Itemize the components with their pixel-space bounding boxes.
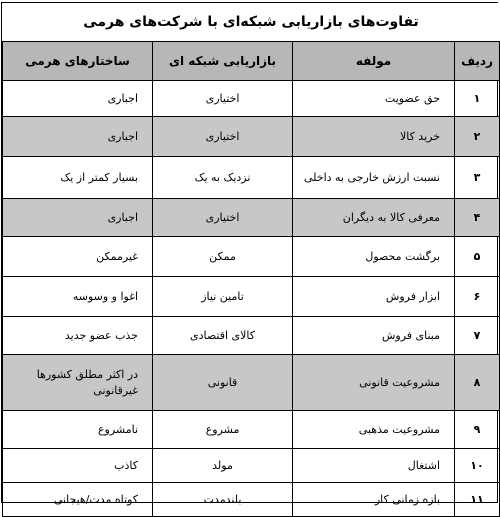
row-num: ۸ xyxy=(455,355,500,411)
row-network: اختیاری xyxy=(153,117,293,157)
table-row xyxy=(3,411,500,449)
row-network: نزدیک به یک xyxy=(153,157,293,199)
comparison-table-frame xyxy=(1,2,498,506)
row-num: ۳ xyxy=(455,157,500,199)
row-num: ۹ xyxy=(455,411,500,449)
row-num: ۱۱ xyxy=(455,483,500,517)
row-num: ۵ xyxy=(455,237,500,277)
row-network: بلندمدت xyxy=(153,483,293,517)
row-component: بازه زمانی کار xyxy=(293,483,455,517)
row-component: معرفی کالا به دیگران xyxy=(293,199,455,237)
table-title: تفاوت‌های بازاریابی شبکه‌ای با شرکت‌های هرمی xyxy=(3,3,500,42)
row-network: اختیاری xyxy=(153,81,293,117)
header-num: ردیف xyxy=(455,42,500,81)
table-row xyxy=(3,199,500,237)
row-network: مشروع xyxy=(153,411,293,449)
row-network: تامین نیاز xyxy=(153,277,293,317)
row-component: برگشت محصول xyxy=(293,237,455,277)
row-num: ۶ xyxy=(455,277,500,317)
table-title-row xyxy=(3,3,500,42)
row-pyramid: نامشروع xyxy=(3,411,153,449)
row-num: ۱ xyxy=(455,81,500,117)
table-row xyxy=(3,117,500,157)
row-component: مشروعیت مذهبی xyxy=(293,411,455,449)
table-row xyxy=(3,277,500,317)
header-pyramid: ساختارهای هرمی xyxy=(3,42,153,81)
row-component: مبنای فروش xyxy=(293,317,455,355)
table-row xyxy=(3,355,500,411)
table-row xyxy=(3,483,500,517)
row-component: حق عضویت xyxy=(293,81,455,117)
row-component: اشتغال xyxy=(293,449,455,483)
row-num: ۷ xyxy=(455,317,500,355)
row-network: مولد xyxy=(153,449,293,483)
row-pyramid: کاذب xyxy=(3,449,153,483)
row-component: ابزار فروش xyxy=(293,277,455,317)
table-row xyxy=(3,81,500,117)
row-component: مشروعیت قانونی xyxy=(293,355,455,411)
row-num: ۲ xyxy=(455,117,500,157)
row-network: کالای اقتصادی xyxy=(153,317,293,355)
row-num: ۴ xyxy=(455,199,500,237)
row-pyramid: اجباری xyxy=(3,117,153,157)
row-num: ۱۰ xyxy=(455,449,500,483)
row-pyramid: اغوا و وسوسه xyxy=(3,277,153,317)
comparison-table xyxy=(2,3,500,517)
header-component: مولفه xyxy=(293,42,455,81)
row-pyramid: اجباری xyxy=(3,81,153,117)
row-component: خرید کالا xyxy=(293,117,455,157)
table-row xyxy=(3,237,500,277)
row-network: قانونی xyxy=(153,355,293,411)
row-pyramid: بسیار کمتر از یک xyxy=(3,157,153,199)
header-row xyxy=(3,42,500,81)
header-network-marketing: بازاریابی شبکه ای xyxy=(153,42,293,81)
row-network: اختیاری xyxy=(153,199,293,237)
row-pyramid: جذب عضو جدید xyxy=(3,317,153,355)
row-component: نسبت ارزش خارجی به داخلی xyxy=(293,157,455,199)
row-pyramid: کوتاه مدت‌/هیجانی xyxy=(3,483,153,517)
table-row xyxy=(3,157,500,199)
row-pyramid: در اکثر مطلق کشورها غیرقانونی xyxy=(3,355,153,411)
row-pyramid: اجباری xyxy=(3,199,153,237)
row-network: ممکن xyxy=(153,237,293,277)
table-row xyxy=(3,449,500,483)
row-pyramid: غیرممکن xyxy=(3,237,153,277)
table-row xyxy=(3,317,500,355)
